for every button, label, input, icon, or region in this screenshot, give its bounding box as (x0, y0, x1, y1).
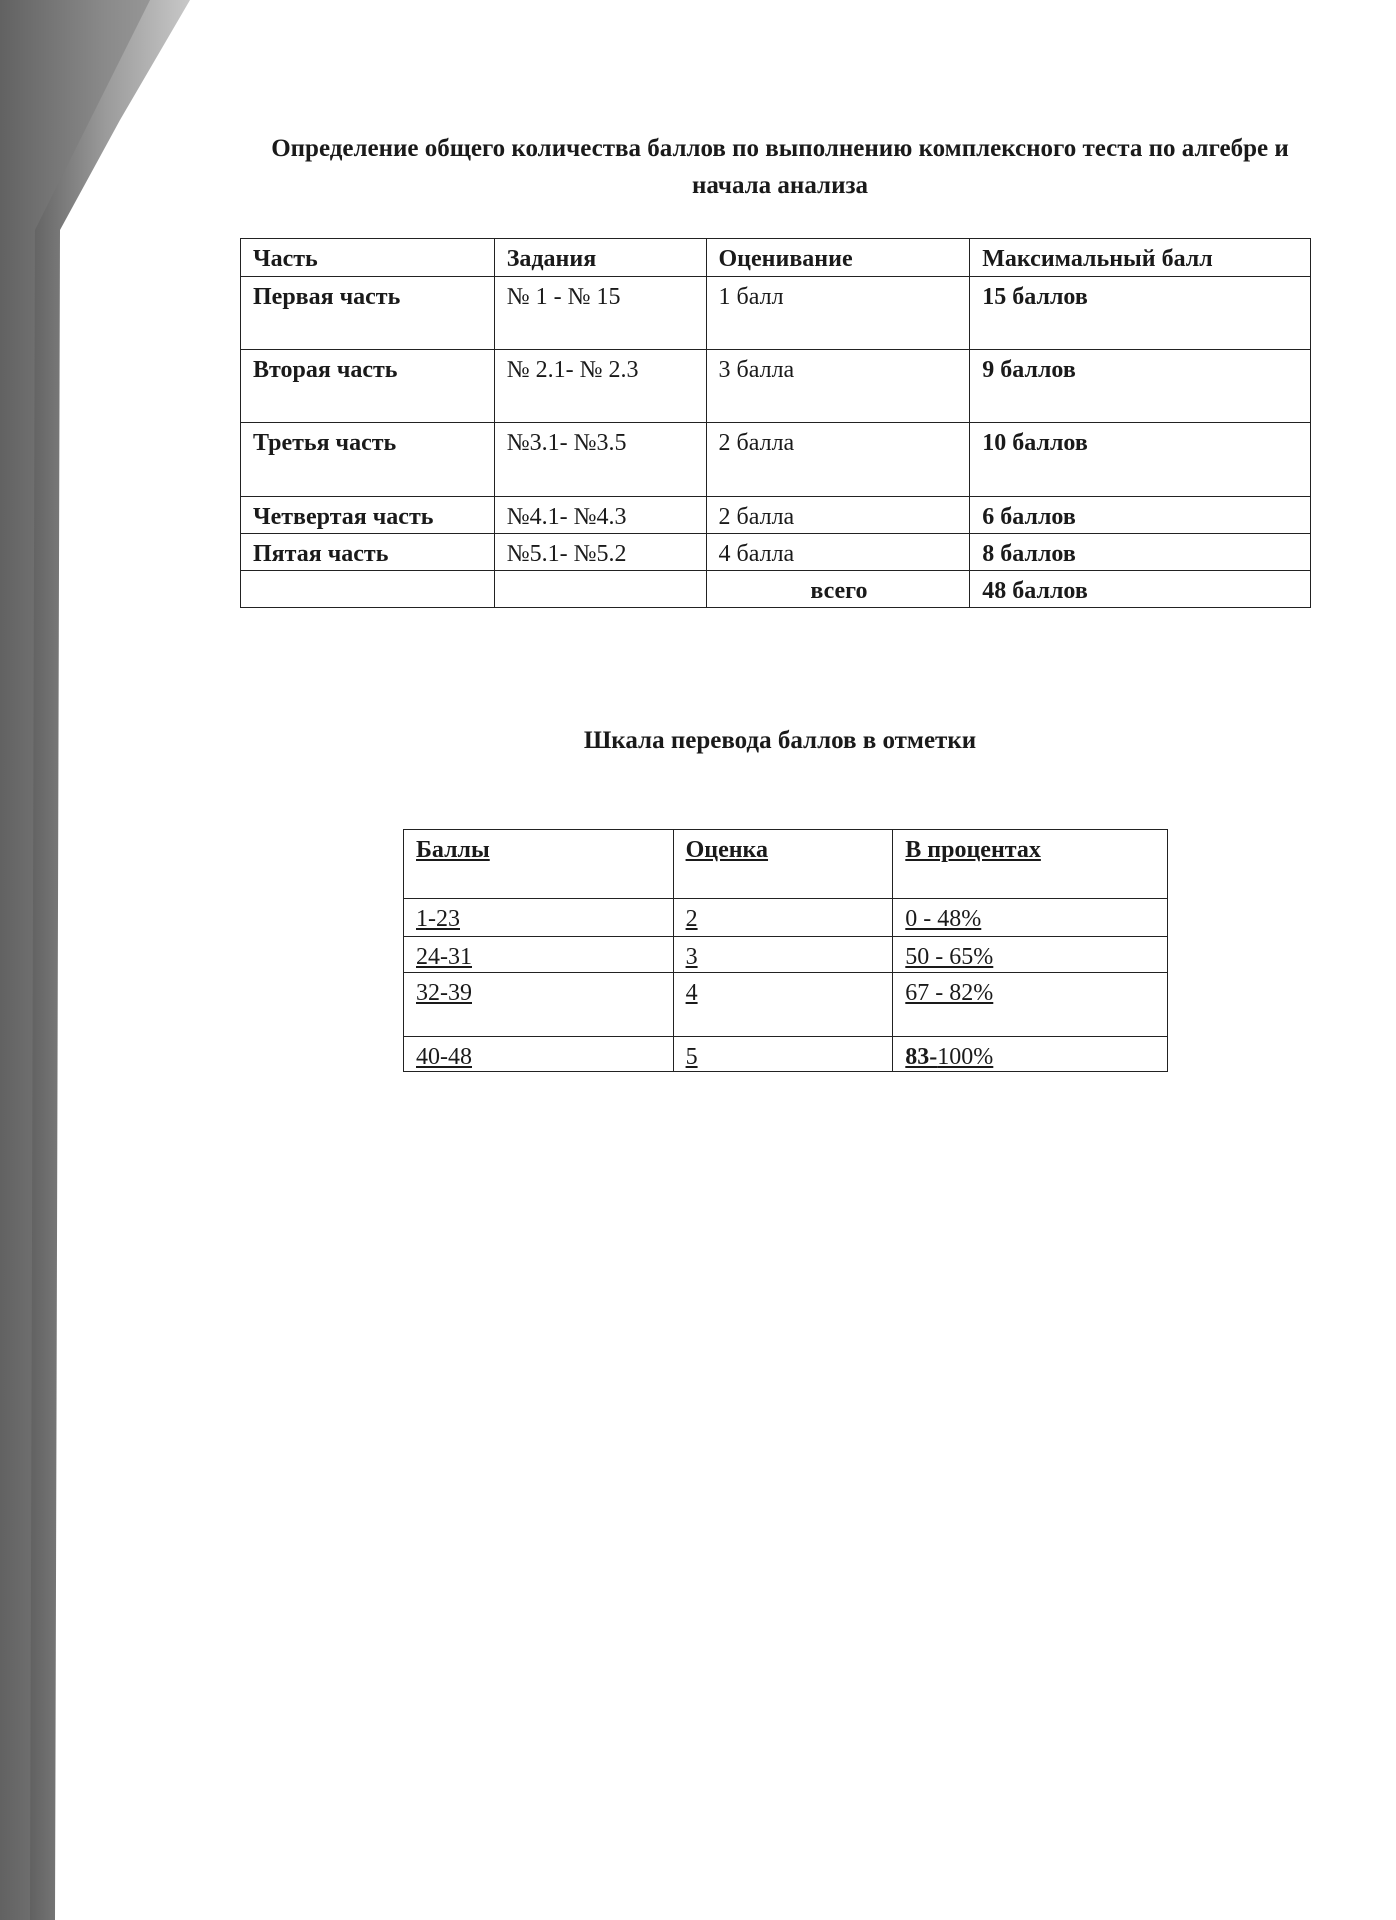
max-score-cell: 15 баллов (970, 277, 1311, 350)
total-value: 48 баллов (970, 571, 1311, 608)
grading-scale-title: Шкала перевода баллов в отметки (583, 727, 977, 754)
header-grade: Оценка (673, 830, 893, 899)
max-score-cell: 9 баллов (970, 350, 1311, 423)
total-label: всего (706, 571, 970, 608)
tasks-cell: № 1 - № 15 (494, 277, 706, 350)
points-cell: 24-31 (404, 937, 674, 973)
table-row (241, 497, 1311, 534)
grade-cell: 2 (673, 899, 893, 937)
table-row (404, 1037, 1168, 1072)
table-header-row (404, 830, 1168, 899)
header-points: Баллы (404, 830, 674, 899)
table-row (404, 973, 1168, 1037)
table-row (404, 899, 1168, 937)
table-row (241, 423, 1311, 497)
rating-cell: 4 балла (706, 534, 970, 571)
table-header-row (241, 239, 1311, 277)
table-row (404, 937, 1168, 973)
header-percent: В процентах (893, 830, 1168, 899)
tasks-cell: №4.1- №4.3 (494, 497, 706, 534)
percent-cell: 0 - 48% (893, 899, 1168, 937)
grades-table (403, 829, 1168, 1072)
part-cell: Вторая часть (241, 350, 495, 423)
part-cell: Третья часть (241, 423, 495, 497)
rating-cell: 3 балла (706, 350, 970, 423)
rating-cell: 2 балла (706, 423, 970, 497)
header-part: Часть (241, 239, 495, 277)
percent-rest-part: 100% (937, 1044, 994, 1070)
document-title: Определение общего количества баллов по выполнению комплексного теста по алгебре и начала анализа (271, 135, 1289, 199)
grade-cell: 3 (673, 937, 893, 973)
scan-edge-shadow (0, 0, 200, 1920)
percent-cell: 67 - 82% (893, 973, 1168, 1037)
header-max-score: Максимальный балл (970, 239, 1311, 277)
tasks-cell: №3.1- №3.5 (494, 423, 706, 497)
header-tasks: Задания (494, 239, 706, 277)
empty-cell (494, 571, 706, 608)
rating-cell: 1 балл (706, 277, 970, 350)
points-cell: 40-48 (404, 1037, 674, 1072)
tasks-cell: № 2.1- № 2.3 (494, 350, 706, 423)
table-row (241, 534, 1311, 571)
grade-cell: 5 (673, 1037, 893, 1072)
max-score-cell: 6 баллов (970, 497, 1311, 534)
percent-cell (893, 1037, 1168, 1072)
part-cell: Пятая часть (241, 534, 495, 571)
table-row (241, 350, 1311, 423)
empty-cell (241, 571, 495, 608)
percent-bold-part: 83- (905, 1044, 938, 1070)
grade-cell: 4 (673, 973, 893, 1037)
part-cell: Четвертая часть (241, 497, 495, 534)
percent-cell: 50 - 65% (893, 937, 1168, 973)
total-row (241, 571, 1311, 608)
header-rating: Оценивание (706, 239, 970, 277)
max-score-cell: 8 баллов (970, 534, 1311, 571)
points-cell: 1-23 (404, 899, 674, 937)
scores-table (240, 238, 1311, 608)
part-cell: Первая часть (241, 277, 495, 350)
table-row (241, 277, 1311, 350)
tasks-cell: №5.1- №5.2 (494, 534, 706, 571)
rating-cell: 2 балла (706, 497, 970, 534)
max-score-cell: 10 баллов (970, 423, 1311, 497)
points-cell: 32-39 (404, 973, 674, 1037)
